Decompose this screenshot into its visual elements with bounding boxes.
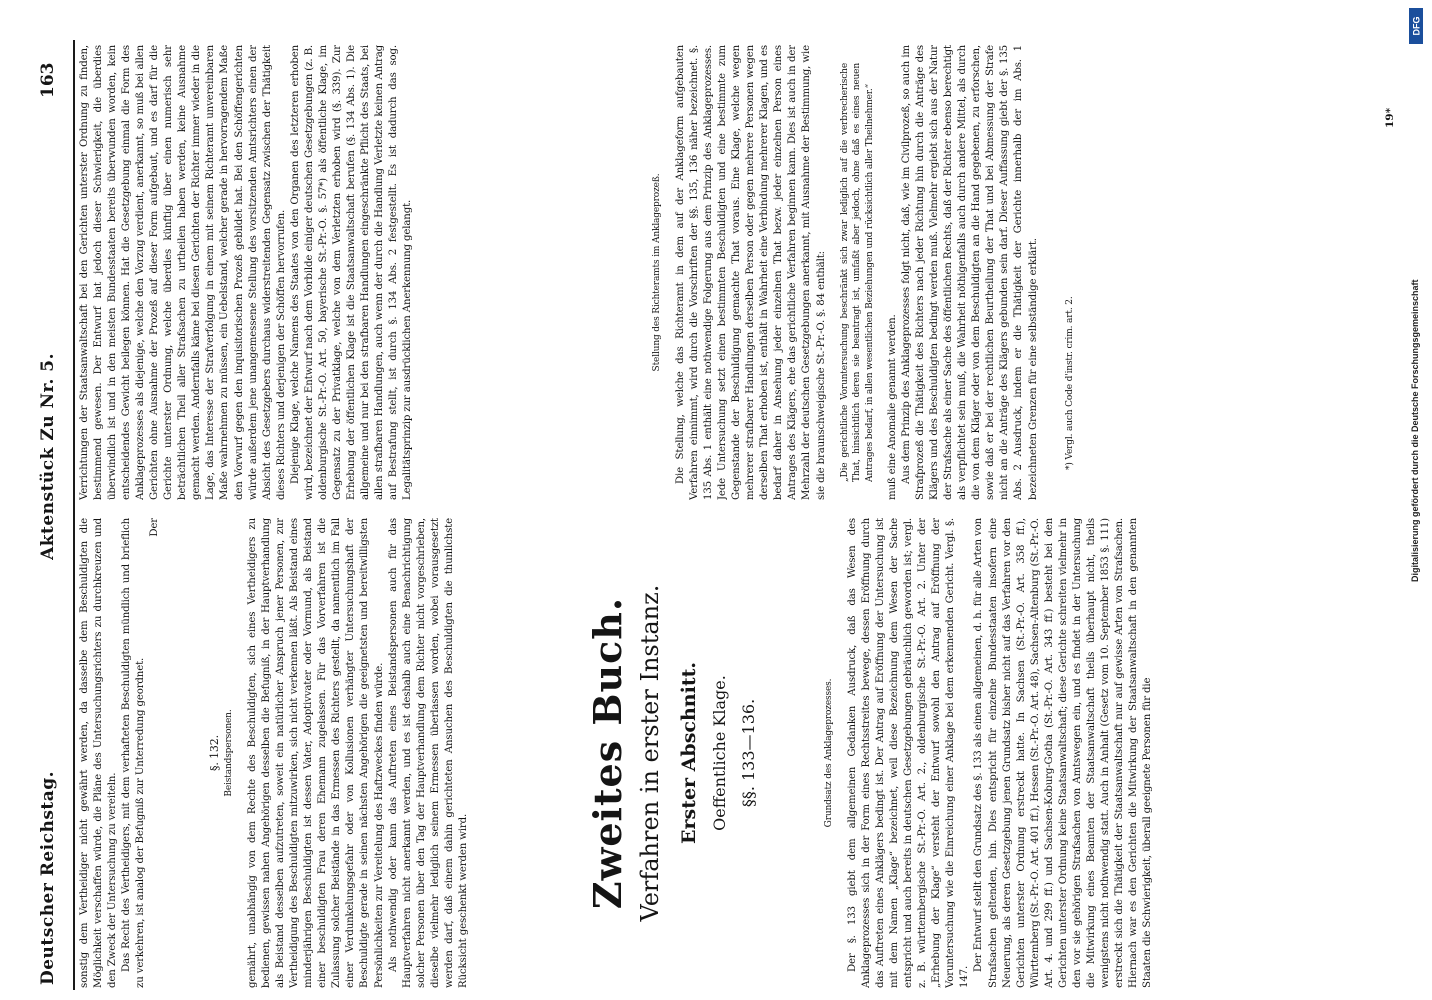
page-number: 163: [38, 62, 58, 98]
paragraph: sonstig dem Vertheidiger nicht gewährt werden, da dasselbe dem Beschuldigten die Möglichkeit verschaffen würde, die Pläne des Untersuchungsrichters zu durchkreuzen und den Zweck der Untersuchung zu vereiteln.: [79, 518, 119, 988]
right-column-bottom: [650, 45, 1432, 500]
footnote: *) Vergl. auch Code d'instr. crim. art. 2.: [1064, 296, 1075, 470]
paragraph: Der §. 133 giebt dem allgemeinen Gedanken Ausdruck, daß das Wesen des Anklageprozesses sich in der Form eines Rechtsstreites bewege, dessen Eröffnung durch das Auftreten eines Anklägers bedingt ist. Der Antrag auf Eröffnung der Untersuchung ist mit dem Namen „Klage“ bezeichnet, weil diese Bezeichnung dem Wesen der Sache entspricht und auch bereits in deutschen Gesetzgebungen gebräuchlich geworden ist; vergl. z. B. württembergische St.-Pr.-O. Art. 2., oldenburgische St.-Pr.-O. Art. 2. Unter der „Erhebung der Klage“ versteht der Entwurf sowohl den Antrag auf Eröffnung der Voruntersuchung wie die Einreichung einer Anklage bei dem erkennenden Gericht. Vergl. §. 147.: [847, 518, 971, 988]
paragraph-range: §§. 133—136.: [739, 698, 758, 808]
paragraph: Die Stellung, welche das Richteramt in dem auf der Anklageform aufgebauten Verfahren einnimmt, wird durch die Vorschriften der §§. 135, 136 näher bezeichnet. §. 135 Abs. 1 enthält eine nothwendige Folgerung aus dem Prinzip des Anklageprozesses. Jede Untersuchung setzt einen bestimmten Beschuldigten und eine bestimmte zum Gegenstande der Beschuldigung gemachte That voraus. Eine Klage, welche wegen mehrerer strafbarer Handlungen derselben Person oder gegen mehrere Personen wegen derselben That erhoben ist, enthält in Wahrheit eine Verbindung mehrerer Klagen, und es bedarf daher in Ansehung jeder einzelnen That bezw. jeder einzelnen Person eines Antrages des Klägers, ehe das gerichtliche Verfahren beginnen kann. Dies ist auch in der Mehrzahl der deutschen Gesetzgebungen anerkannt, mit Ausnahme der Bestimmung, wie sie die braunschweigische St.-Pr.-O. §. 84 enthält:: [675, 45, 827, 500]
side-note: Grundsatz des Anklageprozesses.: [824, 678, 834, 828]
signature-mark: 19*: [1384, 107, 1396, 128]
paragraph: Der Entwurf stellt den Grundsatz des §. 133 als einen allgemeinen, d. h. für alle Arten von Strafsachen geltenden, hin. Dies entspricht für einzelne Bundesstaaten insofern eine Neuerung, als deren Gesetzgebung jenen Grundsatz bisher nicht auf das Verfahren vor den Gerichten unterster Ordnung erstreckt hatte. In Sachsen (St.-Pr.-O. Art. 358 ff.), Württemberg (St.-Pr.-O. Art. 401 ff.), Hessen (St.-Pr.-O. Art. 48), Sachsen-Altenburg (St.-Pr.-O. Art. 4. und 299 ff.) und Sachsen-Koburg-Gotha (St.-Pr.-O. Art. 343 ff.) besteht bei den Gerichten unterster Ordnung keine Staatsanwaltschaft; diese Gerichte schreiten vielmehr in den vor sie gehörigen Strafsachen von Amtswegen ein, und es findet in der Untersuchung die Mitwirkung eines Beamten der Staatsanwaltschaft theils überhaupt nicht, theils wenigstens nicht nothwendig statt. Auch in Anhalt (Gesetz vom 10. September 1853 §. 111) erstreckt sich die Thätigkeit der Staatsanwaltschaft nur auf gewisse Arten von Strafsachen. Hiernach war es den Gerichten die Mitwirkung der Staatsanwaltschaft in den genannten Staaten die Schwierigkeit, überall geeignete Personen für die: [973, 518, 1154, 988]
dfg-logo: [1409, 8, 1423, 44]
section-heading: Erster Abschnitt.: [678, 662, 700, 844]
paragraph: Diejenige Klage, welche Namens des Staates von den Organen des letzteren erhoben wird, bezeichnet der Entwurf nach dem Vorbilde einiger deutschen Gesetzgebungen (z. B. oldenburgische St.-Pr.-O. Art. 50, bayerische St.-Pr.-O. §. 57*) als öffentliche Klage, im Gegensatz zu der Privatklage, welche von dem Verletzten erhoben wird (§. 339). Zur Erhebung der öffentlichen Klage ist die Staatsanwaltschaft berufen (§. 134 Abs. 1). Die allgemeine und nur bei den strafbaren Handlungen eingeschränkte Pflicht des Staats, bei allen strafbaren Handlungen, auch wenn der durch die Handlung Verletzte keinen Antrag auf Bestrafung stellt, ist durch §. 134 Abs. 2 festgestellt. Es ist dadurch das sog. Legalitätsprinzip zur ausdrücklichen Anerkennung gelangt.: [289, 45, 414, 500]
book-title: Zweites Buch.: [585, 596, 630, 910]
quote: „Die gerichtliche Voruntersuchung beschränkt sich zwar lediglich auf die verbrecherische That, hinsichtlich deren sie beantragt ist, umfaßt aber jedoch, ohne daß es eines neuen Antrages bedarf, in allen wesentlichen Beziehungen und rücksichtlich aller Theilnehmer.“: [839, 63, 875, 482]
right-column-top: [78, 45, 638, 500]
header-rule: [73, 40, 75, 990]
header-center: Aktenstück Zu Nr. 5.: [38, 352, 58, 560]
paragraph: Verrichtungen der Staatsanwaltschaft bei den Gerichten unterster Ordnung zu finden, bestimmend gewesen. Der Entwurf hat jedoch dieser Schwierigkeit, die überdies überwindlich ist und in den meisten Bundesstaaten bereits überwunden worden, kein entscheidendes Gewicht beilegen können. Hat die Gesetzgebung einmal die Form des Anklageprozesses als diejenige, welche den Vorzug verdient, anerkannt, so muß bei allen Gerichten ohne Ausnahme der Prozeß auf dieser Form aufgebaut, und es darf für die Gerichte unterster Ordnung, welche überdies künftig über einen numerisch sehr beträchtlichen Theil aller Strafsachen zu urtheilen haben werden, keine Ausnahme gemacht werden. Andernfalls käme bei diesen Gerichten der Richter immer wieder in die Lage, das Interesse der Strafverfolgung in einem mit seinem Richteramt unvereinbaren Maße wahrnehmen zu müssen, ein Uebelstand, welcher gerade in hervorragendem Maße den Vorwurf gegen den inquisitorischen Prozeß gebildet hat. Bei den Schöffengerichten würde außerdem jene unangemessene Stellung des vorsitzenden Amtsrichters einen der Absicht des Gesetzgebers durchaus widerstreitenden Gegensatz zwischen der Thätigkeit dieses Richters und derjenigen der Schöffen hervorrufen.: [79, 45, 287, 500]
paragraph: Aus dem Prinzip des Anklageprozesses folgt nicht, daß, wie im Civilprozeß, so auch im Strafprozeß die Thätigkeit des Richters nach jeder Richtung hin durch die Anträge des Klägers und des Beschuldigten bedingt werden muß. Vielmehr ergiebt sich aus der Natur der Strafsache als einer Sache des öffentlichen Rechts, daß der Richter ebenso berechtigt als verpflichtet sein muß, die Wahrheit nöthigenfalls auch durch andere Mittel, als durch die von dem Kläger oder von dem Beschuldigten an die Hand gegebenen, zu erforschen, sowie daß er bei der rechtlichen Beurtheilung der That und bei Abmessung der Strafe nicht an die Anträge des Klägers gebunden sein darf. Dieser Auffassung giebt der §. 135 Abs. 2 Ausdruck, indem er die Thätigkeit der Gerichte innerhalb der im Abs. 1 bezeichneten Grenzen für eine selbständige erklärt.: [901, 45, 1039, 500]
side-note: Beistandspersonen.: [224, 709, 235, 797]
section-133: [822, 518, 1422, 988]
paragraph: Das Recht des Vertheidigers, mit dem verhafteten Beschuldigten mündlich und brieflich zu verkehren, ist analog der Befugniß zur Unterredung geordnet.: [121, 518, 147, 988]
paragraph-number: §. 132.: [208, 735, 221, 771]
paragraph: Als nothwendig oder kann das Auftreten eines Beistandspersonen auch für das Hauptverfahren nicht anerkannt werden, und es ist deshalb auch eine Benachrichtigung solcher Personen über den Tag der Hauptverhandlung dem Richter nicht vorgeschrieben, dieselbe vielmehr lediglich seinem Ermessen überlassen worden, wobei vorausgesetzt werden darf, daß einem dahin gerichteten Ansuchen des Beschuldigten die thunlichste Rücksicht geschenkt werden wird.: [387, 518, 469, 988]
dfg-logo-text: DFG: [1411, 16, 1421, 36]
section-title: Oeffentliche Klage.: [710, 675, 729, 831]
paragraph: Der: [149, 518, 161, 537]
book-subtitle: Verfahren in erster Instanz.: [636, 584, 664, 922]
header-left: Deutscher Reichstag.: [38, 770, 58, 985]
side-note: Stellung des Richteramts im Anklageprozeß.: [652, 173, 662, 372]
section-132: [208, 518, 470, 988]
book-heading: [585, 518, 810, 988]
sidebar-credit: Digitalisierung gefördert durch die Deutsche Forschungsgemeinschaft: [1410, 279, 1420, 582]
left-column-top: [78, 518, 218, 988]
paragraph: gemährt, unabhängig von dem Rechte des Beschuldigten, sich eines Vertheidigers zu bedienen, gewissen nahen Angehörigen desselben die Befugniß, in der Hauptverhandlung als Beistand desselben aufzutreten, soweit ein natürlicher Anspruch jener Personen, zur Vertheidigung des Beschuldigten mitzuwirken, sich nicht verkennen läßt. Als Beistand eines minderjährigen Beschuldigten ist dessen Vater, Adoptivvater oder Vormund, als Beistand einer beschuldigten Frau deren Ehemann zugelassen. Für das Vorverfahren ist die Zulassung solcher Beistände in das Ermessen des Richters gestellt, da namentlich im Fall einer Verdunkelungsgefahr oder von Kollusionen verhängter Untersuchungshaft der Beschuldigte gerade in seinen nächsten Angehörigen die geeignetsten und bereitwilligsten Persönlichkeiten zur Vereitelung des Haftzweckes finden würde.: [247, 518, 385, 988]
paragraph: muß eine Anomalie genannt werden.: [887, 314, 899, 500]
